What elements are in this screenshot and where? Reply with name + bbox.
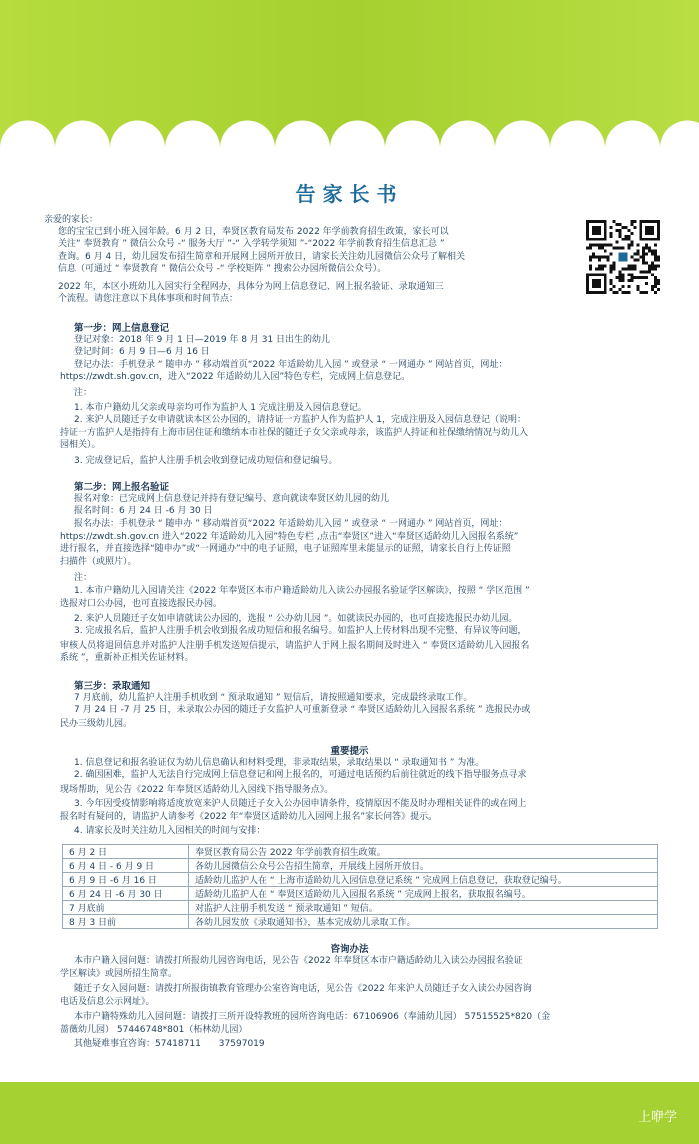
consult-special-cont: 蔷薇幼儿园） 57446748*801（柘林幼儿园） (60, 1025, 248, 1035)
step1-note-3: 3. 完成登记后，监护人注册手机会收到登记成功短信和登记编号。 (74, 456, 338, 466)
step1-heading: 第一步：网上信息登记 (74, 323, 170, 334)
greeting: 亲爱的家长： (44, 215, 99, 225)
table-row (63, 915, 658, 929)
consult-local-cont: 学区解读》或园所招生简章。 (60, 969, 178, 979)
step3-heading: 第三步：录取通知 (74, 681, 151, 692)
important-items-1-2: 1. 信息登记和报名验证仅为幼儿信息确认和材料受理，非录取结果，录取结果以 “ 录取通知书 ” 为准。 2. 确因困难，监护人无法自行完成网上信息登记和网上报名的，可通过电话预约后前往就近的线下指导服务点寻求 (74, 758, 527, 781)
step1-notes: 1. 本市户籍幼儿父亲或母亲均可作为监护人 1 完成注册及入园信息登记。 2. 来沪人员随迁子女申请就读本区公办园的，请持证一方监护人作为监护人 1，完成注册及入园信息登记（说明： (74, 403, 527, 426)
step2-note-label: 注： (74, 573, 93, 583)
step2-url-block: https://zwdt.sh.gov.cn 进入“2022 年适龄幼儿入园”特色专栏 ,点击“奉贤区”进入“奉贤区适龄幼儿入园报名系统” 进行报名，并直接选择“随申办”或“一网通办”中的电子证照，电子证照库里未能显示的证照，请家长自行上传证照 扫描件（或照片）。 (60, 532, 519, 567)
timeline-event: 各幼儿园发放《录取通知书》，基本完成幼儿录取工作。 (189, 915, 658, 929)
important-item-3: 3. 今年因受疫情影响将适度放宽来沪人员随迁子女入公办园申请条件，疫情原因不能及时办理相关证件的或在网上 (74, 799, 527, 809)
step2-heading: 第二步：网上报名验证 (74, 482, 170, 493)
important-item-4: 4. 请家长及时关注幼儿入园相关的时间与安排： (74, 826, 266, 836)
timeline-event: 对监护人注册手机发送 “ 预录取通知 ” 短信。 (189, 901, 658, 915)
table-row (63, 873, 658, 887)
important-item-3-cont: 报名时有疑问的，请监护人请参考《2022 年“奉贤区适龄幼儿入园网上报名”家长问答》提示。 (60, 812, 438, 822)
step3-text: 7 月底前，幼儿监护人注册手机收到 “ 预录取通知 ” 短信后，请按照通知要求，完成最终录取工作。 7 月 24 日 -7 月 25 日，未录取公办园的随迁子女监护人可重新登录 “ 奉贤区适龄幼儿入园报名系统 ” 选报民办或 (74, 693, 531, 716)
step2-details: 报名对象：已完成网上信息登记并持有登记编号、意向就读奉贤区幼儿园的幼儿 报名时间：6 月 24 日 -6 月 30 日 报名办法：手机登录 “ 随申办 ” 移动端首页“2022 年适龄幼儿入园 ” 或登录 “ 一网通办 ” 网站首页，网址： (74, 494, 508, 529)
step1-notes-cont: 持证一方监护人是指持有上海市居住证和缴纳本市社保的随迁子女父亲或母亲，该监护人持证和社保缴纳情况与幼儿入 园相关）。 (60, 428, 529, 451)
consult-migrant: 随迁子女入园问题：请拨打所报街镇教育管理办公室咨询电话，见公告《2022 年来沪人员随迁子女入读公办园咨询 (74, 984, 532, 994)
brand-label: 上咿学 (637, 1110, 677, 1125)
important-item-2-cont: 现场帮助，见公告《2022 年奉贤区适龄幼儿入园线下指导服务点》。 (60, 785, 334, 795)
timeline-date: 6 月 4 日 - 6 月 9 日 (63, 859, 189, 873)
timeline-date: 8 月 3 日前 (63, 915, 189, 929)
table-row (63, 845, 658, 859)
decorative-header (0, 0, 699, 175)
decorative-footer (0, 1082, 699, 1144)
timeline-date: 6 月 2 日 (63, 845, 189, 859)
consult-local: 本市户籍入园问题：请拨打所报幼儿园咨询电话，见公告《2022 年奉贤区本市户籍适龄幼儿入读公办园报名验证 (74, 956, 523, 966)
step2-note-1: 1. 本市户籍幼儿入园请关注《2022 年奉贤区本市户籍适龄幼儿入读公办园报名验证学区解读》，按照 “ 学区范围 ” (74, 586, 530, 596)
timeline-date: 6 月 9 日 -6 月 16 日 (63, 873, 189, 887)
step2-note-2-3: 2. 来沪人员随迁子女如申请就读公办园的，选报 “ 公办幼儿园 ”。如就读民办园的，也可直接选报民办幼儿园。 3. 完成报名后，监护人注册手机会收到报名成功短信和报名编号。如监护人上传材料出现不完整、有异议等问题， (74, 614, 527, 637)
timeline-event: 适龄幼儿监护人在 “ 上海市适龄幼儿入园信息登记系统 ” 完成网上信息登记，获取登记编号。 (189, 873, 658, 887)
timeline-table (62, 844, 658, 929)
intro-paragraph-2: 2022 年，本区小班幼儿入园实行全程网办，具体分为网上信息登记、网上报名验证、录取通知三 个流程。请您注意以下具体事项和时间节点： (58, 282, 444, 305)
page-title: 告家长书 (295, 182, 404, 206)
consult-other: 其他疑难事宜咨询：57418711 37597019 (74, 1039, 265, 1049)
timeline-date: 7 月底前 (63, 901, 189, 915)
step3-text-cont: 民办三级幼儿园。 (60, 719, 133, 729)
step2-note-3-cont: 审核人员将退回信息并对监护人注册手机发送短信提示，请监护人于网上报名期间及时进入 “ 奉贤区适龄幼儿入园报名 系统 ”，重新补正相关佐证材料。 (60, 641, 530, 664)
step1-note-label: 注： (74, 388, 93, 398)
timeline-event: 奉贤区教育局公告 2022 年学前教育招生政策。 (189, 845, 658, 859)
step1-url: https://zwdt.sh.gov.cn，进入“2022 年适龄幼儿入园”特色专栏，完成网上信息登记。 (60, 372, 411, 382)
table-row (63, 859, 658, 873)
consult-migrant-cont: 电话及信息公示网址》。 (60, 997, 155, 1007)
timeline-event: 适龄幼儿监护人在 “ 奉贤区适龄幼儿入园报名系统 ” 完成网上报名，获取报名编号。 (189, 887, 658, 901)
table-row (63, 901, 658, 915)
intro-paragraph-1: 您的宝宝已到小班入园年龄。6 月 2 日，奉贤区教育局发布 2022 年学前教育招生政策，家长可以 关注“ 奉贤教育 ” 微信公众号 -“ 服务大厅 ”-“ 入学转学须知 ”-“2022 年学前教育招生信息汇总 ” 查询。6 月 4 日，幼儿园发布招生简章和开展网上园所开放日，请家长关注幼儿园微信公众号了解相关 信息（可通过 “ 奉贤教育 ” 微信公众号 -“ 学校矩阵 ” 搜索公办园所微信公众号）。 (58, 227, 466, 274)
timeline-date: 6 月 24 日 -6 月 30 日 (63, 887, 189, 901)
important-heading: 重要提示 (330, 746, 369, 757)
consult-heading: 咨询办法 (330, 944, 369, 955)
step2-note-1-cont: 选报对口公办园，也可直接选报民办园。 (60, 599, 223, 609)
table-row (63, 887, 658, 901)
timeline-event: 各幼儿园微信公众号公告招生简章，开展线上园所开放日。 (189, 859, 658, 873)
consult-special: 本市户籍特殊幼儿入园问题：请拨打三所开设特教班的园所咨询电话：67106906（奉浦幼儿园） 57515525*820（金 (74, 1012, 551, 1022)
step1-details: 登记对象：2018 年 9 月 1 日—2019 年 8 月 31 日出生的幼儿 登记时间：6 月 9 日—6 月 16 日 登记办法：手机登录 “ 随申办 ” 移动端首页“2022 年适龄幼儿入园 ” 或登录 “ 一网通办 ” 网站首页，网址： (74, 335, 508, 370)
